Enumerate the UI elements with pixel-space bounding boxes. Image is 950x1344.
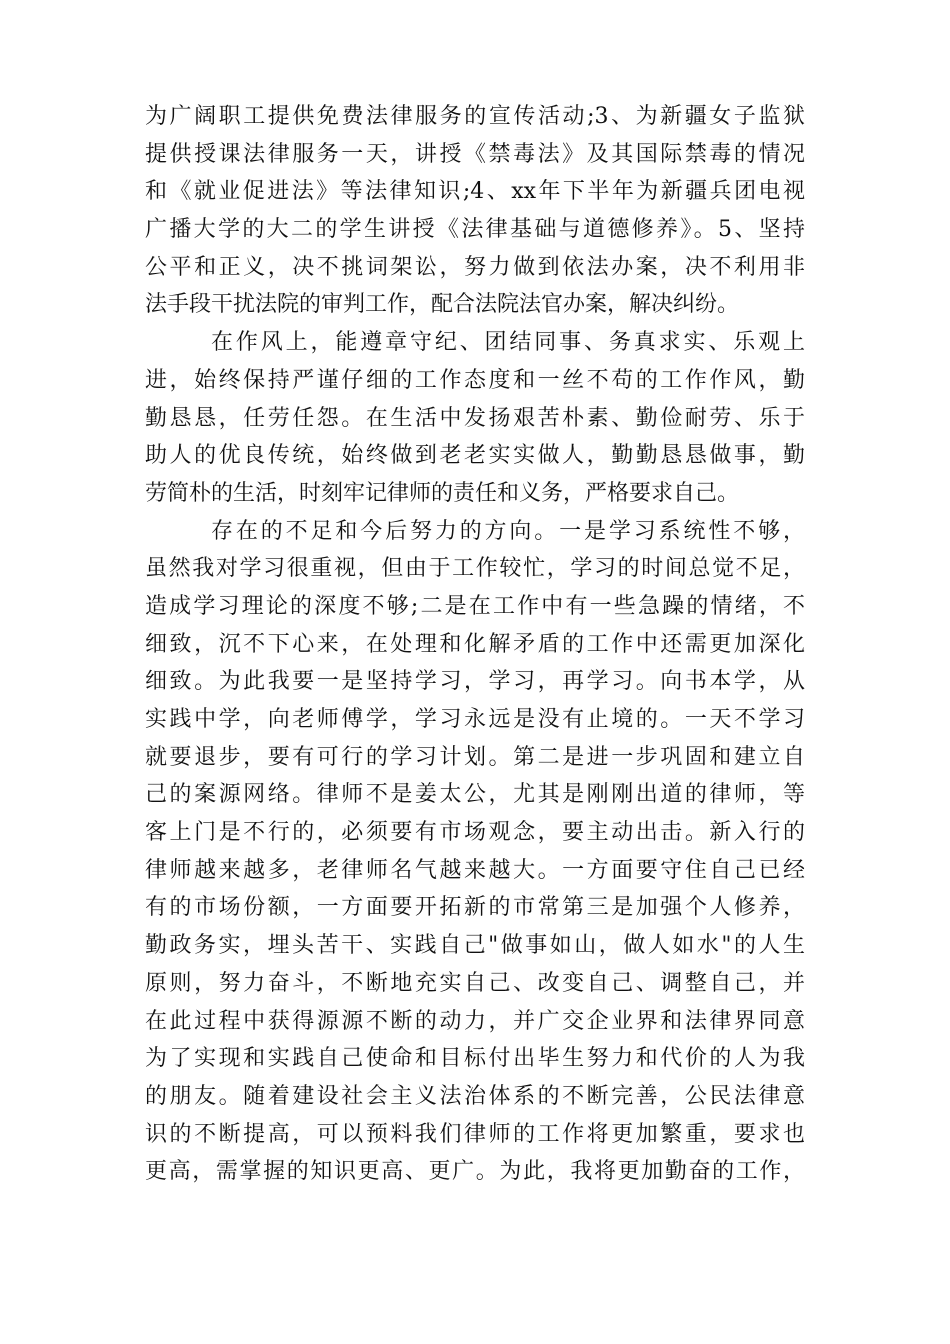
text-line: 己的案源网络。律师不是姜太公，尤其是刚刚出道的律师，等: [145, 782, 805, 808]
paragraph: [145, 98, 805, 324]
body-text: [145, 98, 805, 1191]
text-line: 识的不断提高，可以预料我们律师的工作将更加繁重，要求也: [145, 1121, 805, 1147]
text-line: 虽然我对学习很重视，但由于工作较忙，学习的时间总觉不足，: [145, 556, 805, 582]
text-line: 造成学习理论的深度不够;二是在工作中有一些急躁的情绪，不: [145, 593, 805, 619]
text-line: 的朋友。随着建设社会主义法治体系的不断完善，公民法律意: [145, 1083, 805, 1109]
text-line: 更高，需掌握的知识更高、更广。为此，我将更加勤奋的工作，: [145, 1159, 805, 1185]
text-line: 存在的不足和今后努力的方向。一是学习系统性不够，: [211, 518, 805, 544]
text-line: 就要退步，要有可行的学习计划。第二是进一步巩固和建立自: [145, 744, 805, 770]
text-line: 助人的优良传统，始终做到老老实实做人，勤勤恳恳做事，勤: [145, 443, 805, 469]
text-line: 原则，努力奋斗，不断地充实自己、改变自己、调整自己，并: [145, 970, 805, 996]
text-line: 提供授课法律服务一天，讲授《禁毒法》及其国际禁毒的情况: [145, 141, 805, 167]
text-line: 勤政务实，埋头苦干、实践自己"做事如山，做人如水"的人生: [145, 933, 805, 959]
text-line: 有的市场份额，一方面要开拓新的市常第三是加强个人修养，: [145, 895, 805, 921]
text-line: 在作风上，能遵章守纪、团结同事、务真求实、乐观上: [211, 330, 805, 356]
paragraph: [145, 513, 805, 1191]
text-line: 客上门是不行的，必须要有市场观念，要主动出击。新入行的: [145, 820, 805, 846]
text-line: 进，始终保持严谨仔细的工作态度和一丝不苟的工作作风，勤: [145, 367, 805, 393]
text-line: 劳简朴的生活，时刻牢记律师的责任和义务，严格要求自己。: [145, 480, 740, 506]
text-line: 细致，沉不下心来，在处理和化解矛盾的工作中还需更加深化: [145, 631, 805, 657]
text-line: 在此过程中获得源源不断的动力，并广交企业界和法律界同意: [145, 1008, 805, 1034]
text-line: 实践中学，向老师傅学，学习永远是没有止境的。一天不学习: [145, 707, 805, 732]
text-line: 勤恳恳，任劳任怨。在生活中发扬艰苦朴素、勤俭耐劳、乐于: [145, 405, 805, 431]
text-line: 和《就业促进法》等法律知识;4、xx年下半年为新疆兵团电视: [145, 179, 805, 205]
text-line: 公平和正义，决不挑词架讼，努力做到依法办案，决不利用非: [145, 254, 805, 280]
text-line: 广播大学的大二的学生讲授《法律基础与道德修养》。5、坚持: [145, 217, 805, 243]
paragraph: [145, 324, 805, 512]
text-line: 法手段干扰法院的审判工作，配合法院法官办案，解决纠纷。: [145, 292, 740, 318]
text-line: 律师越来越多，老律师名气越来越大。一方面要守住自己已经: [145, 857, 805, 883]
text-line: 为广阔职工提供免费法律服务的宣传活动;3、为新疆女子监狱: [145, 104, 805, 129]
text-line: 细致。为此我要一是坚持学习，学习，再学习。向书本学，从: [145, 669, 805, 695]
text-line: 为了实现和实践自己使命和目标付出毕生努力和代价的人为我: [145, 1046, 805, 1072]
